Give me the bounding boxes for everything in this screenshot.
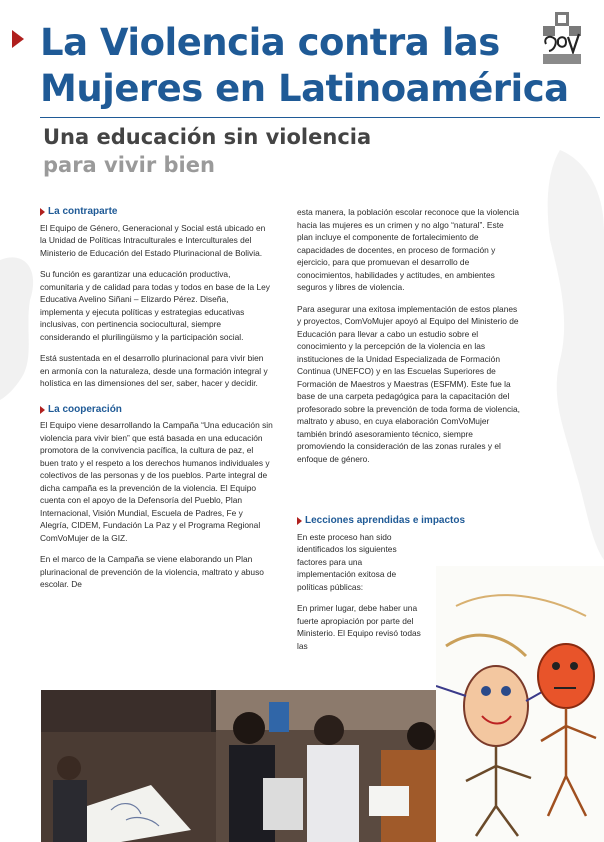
contraparte-paragraph-3: Está sustentada en el desarrollo plurinacional para vivir bien en armonía con la naturaleza, desde una formación integral y holística en las dimensiones del ser, saber, hacer y decidir. [40,353,268,388]
comvomujer-logo-icon [540,10,584,66]
cooperacion-paragraph-2: En el marco de la Campaña se viene elaborando un Plan plurinacional de prevención de la violencia, maltrato y abuso escolar. De [40,554,264,589]
page-title-line-2: Mujeres en Latinoamérica [40,67,569,110]
contraparte-paragraph-2: Su función es garantizar una educación productiva, comunitaria y de calidad para todas y todos en base de la Ley Educativa Avelino Siñani – Elizardo Pérez. Diseña, implementa y ejecuta políticas y estrategias educativas inclusivas, con pertinencia sociocultural, siempre considerando el plurilingüismo y la participación social. [40,269,270,342]
heading-cooperacion: La cooperación [40,404,273,417]
lecciones-paragraph-2: En primer lugar, debe haber una fuerte apropiación por parte del Ministerio. El Equipo revisó todas las [297,603,421,651]
students-photo [41,690,436,842]
right-paragraph-2: Para asegurar una exitosa implementación de estos planes y proyectos, ComVoMujer apoyó al Equipo del Ministerio de Educación para llevar a cabo un estudio sobre el conocimiento y la percepción de la violencia en las instituciones de la Unidad Especializada de Formación Continua (UNEFCO) y en las Escuelas Superiores de Formación de Maestros y Maestras (ESFMM). Este fue la base de una carpeta pedagógica para la capacitación del profesorado sobre la prevención de toda forma de violencia, maltrato y abuso, en cuya elaboración ComVoMujer también brindó asesoramiento técnico, siempre promoviendo la consideración de las zonas rurales y el enfoque de género. [297,303,521,464]
title-arrow [12,30,24,48]
left-column [40,206,273,600]
contraparte-paragraph-1: El Equipo de Género, Generacional y Social está ubicado en la Unidad de Políticas Intraculturales e Interculturales del Ministerio de Educación del Estado Plurinacional de Bolivia. [40,222,266,258]
subtitle-line-2: para vivir bien [43,153,215,177]
right-column [297,206,520,474]
heading-lecciones: Lecciones aprendidas e impactos [297,515,505,528]
heading-contraparte: La contraparte [40,206,273,219]
title-rule [40,117,600,118]
right-paragraph-1: esta manera, la población escolar reconoce que la violencia hacia las mujeres es un crimen y no algo “natural”. Este plan incluye el componente de fortalecimiento de capacidades de docentes, en proceso de formación y ejercicio, para que promuevan el desarrollo de conocimientos, habilidades y actitudes, en ambientes seguros y libres de violencia. [297,207,520,292]
page-title-line-1: La Violencia contra las [40,21,500,64]
cooperacion-paragraph-1: El Equipo viene desarrollando la Campaña “Una educación sin violencia para vivir bien” que está basada en una educación promotora de la convivencia pacífica, la cultura de paz, el buen trato y el respeto a los derechos humanos individuales y colectivos de las personas y de los pueblos. Parte integral de dicha campaña es la prevención de la violencia. El Equipo cuenta con el apoyo de la Defensoría del Pueblo, Plan Internacional, Visión Mundial, Escuela de Padres, Fe y Alegría, CIDEM, Fundación La Paz y el Programa Regional ComVoMujer de la GIZ. [40,420,273,543]
lecciones-paragraph-1: En este proceso han sido identificados los siguientes factores para una implementación exitosa de políticas públicas: [297,531,397,592]
childrens-drawing [436,566,604,842]
lecciones-column [297,515,466,661]
subtitle-line-1: Una educación sin violencia [43,125,372,149]
